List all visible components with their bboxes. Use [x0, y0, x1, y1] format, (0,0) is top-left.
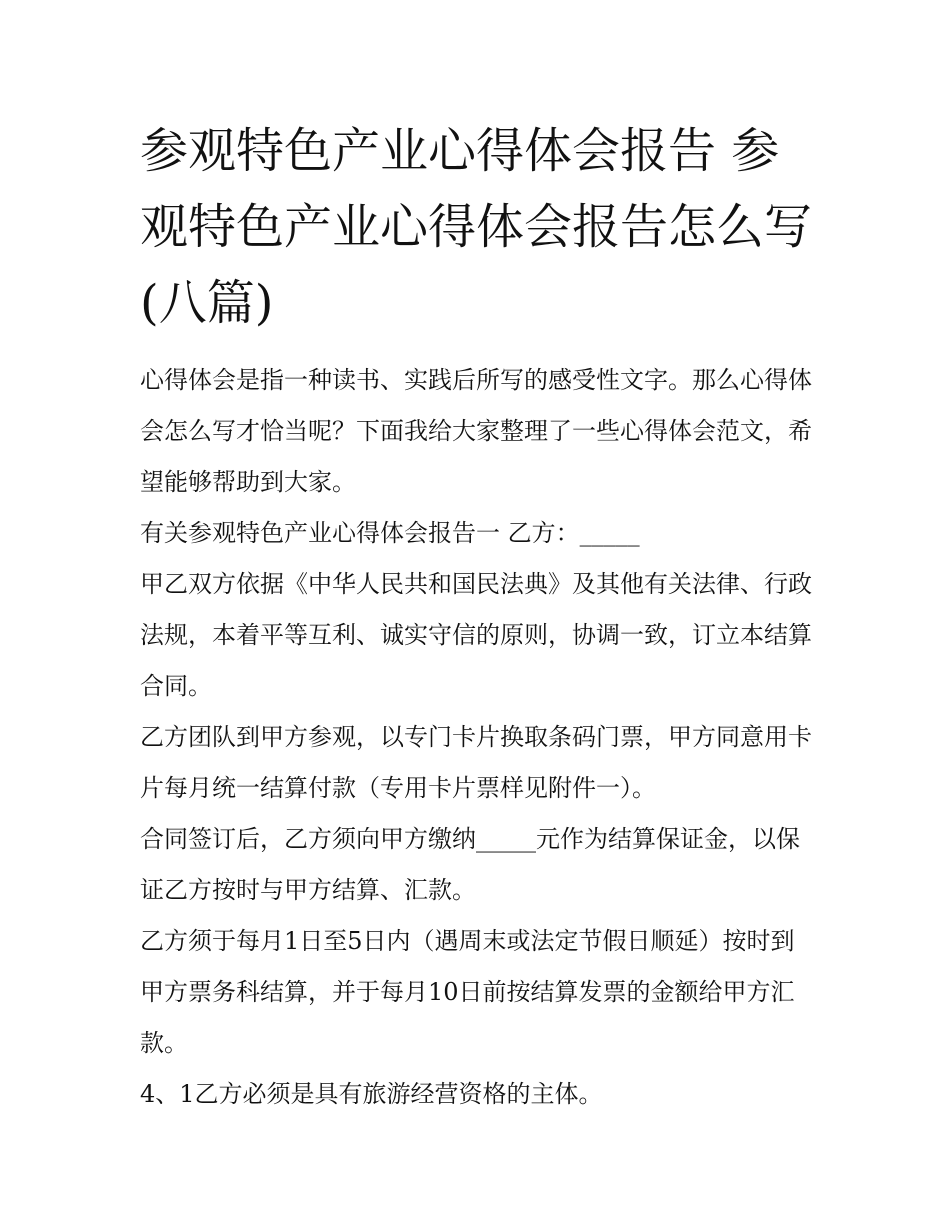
document-body: [140, 113, 816, 1120]
paragraph-card-settlement: 乙方团队到甲方参观，以专门卡片换取条码门票，甲方同意用卡片每月统一结算付款（专用卡片票样见附件一）。: [140, 723, 812, 802]
paragraph-qualification: 4、1乙方必须是具有旅游经营资格的主体。: [140, 1080, 603, 1108]
paragraph-deposit: 合同签订后，乙方须向甲方缴纳_____元作为结算保证金，以保证乙方按时与甲方结算、汇款。: [140, 825, 800, 904]
paragraph-section-heading: 有关参观特色产业心得体会报告一 乙方：_____: [140, 519, 640, 547]
paragraph-monthly-settlement: 乙方须于每月1日至5日内（遇周末或法定节假日顺延）按时到甲方票务科结算，并于每月10日前按结算发票的金额给甲方汇款。: [140, 927, 795, 1057]
paragraph-intro: 心得体会是指一种读书、实践后所写的感受性文字。那么心得体会怎么写才恰当呢？下面我给大家整理了一些心得体会范文，希望能够帮助到大家。: [140, 366, 812, 496]
paragraph-legal-basis: 甲乙双方依据《中华人民共和国民法典》及其他有关法律、行政法规，本着平等互利、诚实守信的原则，协调一致，订立本结算合同。: [140, 570, 812, 700]
document-title: 参观特色产业心得体会报告 参观特色产业心得体会报告怎么写(八篇): [140, 123, 813, 331]
